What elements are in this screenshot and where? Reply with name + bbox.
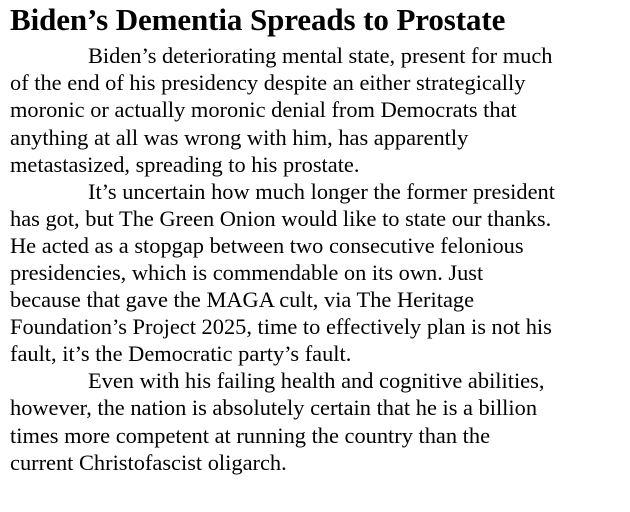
paragraph-line: Foundation’s Project 2025, time to effectively plan is not his: [10, 314, 552, 339]
paragraph-line: however, the nation is absolutely certain that he is a billion: [10, 395, 538, 420]
paragraph-line: Even with his failing health and cognitive abilities,: [88, 368, 545, 393]
paragraph-line: has got, but The Green Onion would like to state our thanks.: [10, 206, 552, 231]
paragraph-line: anything at all was wrong with him, has apparently: [10, 125, 469, 150]
paragraph-line: moronic or actually moronic denial from Democrats that: [10, 97, 517, 122]
paragraph-line: presidencies, which is commendable on its own. Just: [10, 260, 484, 285]
paragraph-line: fault, it’s the Democratic party’s fault.: [10, 341, 352, 366]
paragraph-line: metastasized, spreading to his prostate.: [10, 152, 360, 177]
paragraph-line: times more competent at running the country than the: [10, 423, 491, 448]
paragraph-line: because that gave the MAGA cult, via The Heritage: [10, 287, 475, 312]
paragraph-line: It’s uncertain how much longer the former president: [88, 179, 555, 204]
paragraph-line: of the end of his presidency despite an either strategically: [10, 70, 526, 95]
paragraph-line: He acted as a stopgap between two consecutive felonious: [10, 233, 524, 258]
article-headline: Biden’s Dementia Spreads to Prostate: [10, 2, 506, 37]
paragraph-line: current Christofascist oligarch.: [10, 450, 287, 475]
paragraph-line: Biden’s deteriorating mental state, present for much: [88, 43, 553, 68]
